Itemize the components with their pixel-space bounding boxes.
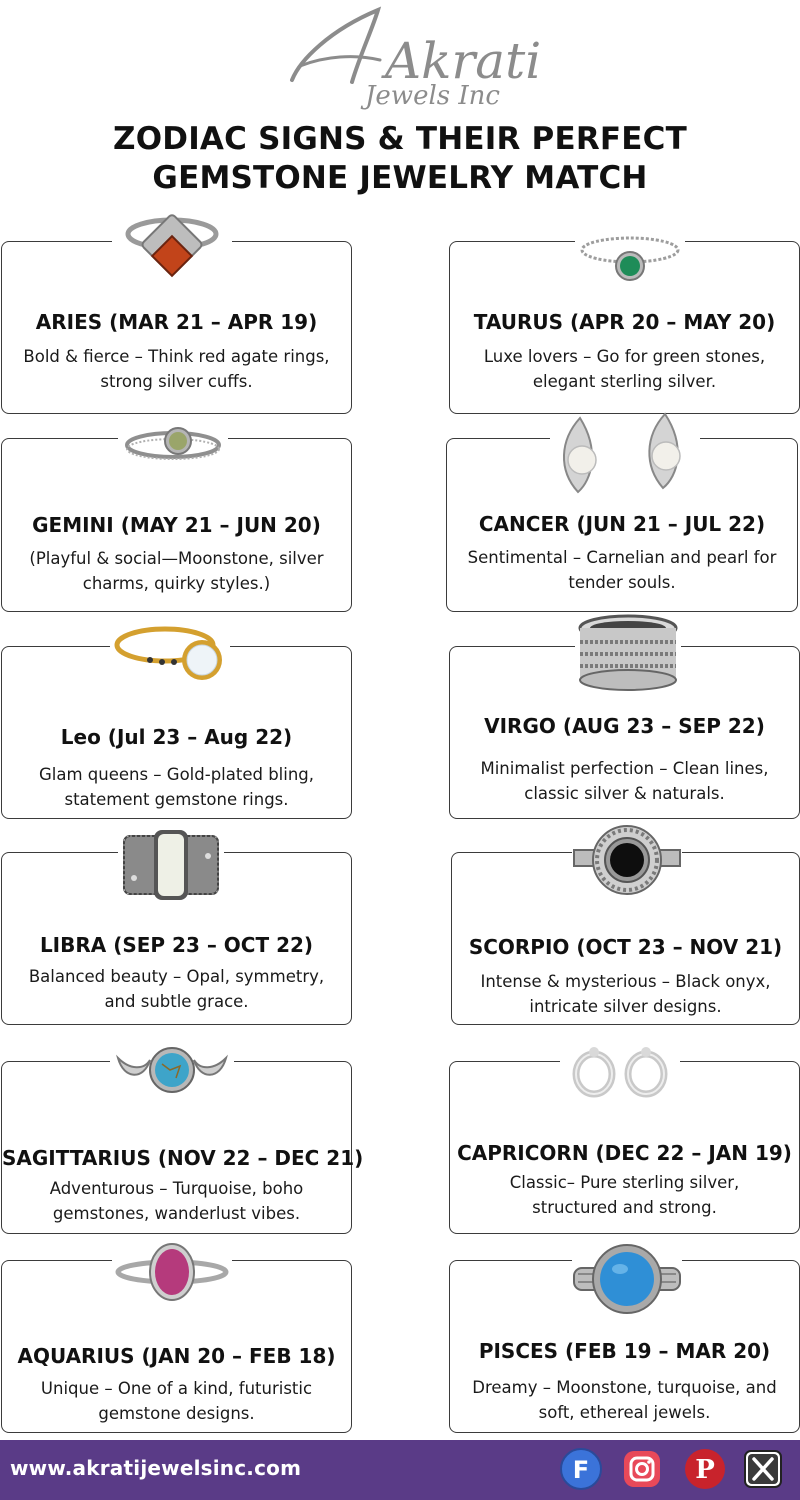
sign-description: Classic– Pure sterling silver, structured and strong. <box>509 1173 740 1217</box>
page-title-line-1: ZODIAC SIGNS & THEIR PERFECT <box>113 121 687 157</box>
sign-title: LIBRA (SEP 23 – OCT 22) <box>39 933 314 957</box>
turquoise-moon-ring-image <box>110 1040 234 1100</box>
sign-description: (Playful & social—Moonstone, silver charms, quirky styles.) <box>29 549 324 593</box>
brand-logo <box>0 0 800 115</box>
sign-description: Intense & mysterious – Black onyx, intricate silver designs. <box>480 972 771 1016</box>
pink-stone-ring-image <box>112 1240 232 1306</box>
sign-description: Unique – One of a kind, futuristic gemstone designs. <box>40 1379 313 1423</box>
sign-title: VIRGO (AUG 23 – SEP 22) <box>484 714 765 738</box>
logo-sub-text: Jewels Inc <box>365 81 500 111</box>
sign-description: Luxe lovers – Go for green stones, elegant sterling silver. <box>483 347 766 391</box>
sign-description: Bold & fierce – Think red agate rings, strong silver cuffs. <box>23 347 330 391</box>
website-link[interactable]: www.akratijewelsinc.com <box>10 1456 302 1480</box>
svg-text:P: P <box>695 1455 715 1485</box>
turquoise-dome-ring-image <box>572 1242 682 1320</box>
instagram-icon[interactable] <box>621 1448 663 1490</box>
silver-knot-earrings-image <box>560 1040 680 1102</box>
page-title <box>0 120 800 198</box>
sign-title: Leo (Jul 23 – Aug 22) <box>60 725 293 749</box>
gold-moonstone-ring-image <box>110 620 230 690</box>
logo-main-text: Akrati <box>385 32 542 90</box>
red-agate-ring-image <box>112 212 232 282</box>
sign-description: Balanced beauty – Opal, symmetry, and subtle grace. <box>28 967 325 1011</box>
sign-title: AQUARIUS (JAN 20 – FEB 18) <box>17 1344 336 1368</box>
sign-title: GEMINI (MAY 21 – JUN 20) <box>32 513 321 537</box>
sign-description: Dreamy – Moonstone, turquoise, and soft, ethereal jewels. <box>472 1378 777 1422</box>
moonstone-ring-image <box>118 415 228 470</box>
silver-band-ring-image <box>575 612 681 692</box>
sign-title: SAGITTARIUS (NOV 22 – DEC 21) <box>2 1146 364 1170</box>
black-onyx-ring-image <box>572 822 682 904</box>
facebook-icon[interactable] <box>560 1448 602 1490</box>
sign-title: ARIES (MAR 21 – APR 19) <box>35 310 318 334</box>
logo-mark <box>0 0 800 115</box>
green-stone-ring-image <box>575 228 685 288</box>
sign-title: PISCES (FEB 19 – MAR 20) <box>478 1339 771 1363</box>
opal-ring-image <box>118 826 224 906</box>
svg-text:F: F <box>572 1456 590 1484</box>
sign-description: Sentimental – Carnelian and pearl for tender souls. <box>467 548 777 592</box>
sign-title: CAPRICORN (DEC 22 – JAN 19) <box>457 1141 792 1165</box>
x-icon[interactable] <box>742 1448 784 1490</box>
sign-description: Adventurous – Turquoise, boho gemstones, wanderlust vibes. <box>49 1179 304 1223</box>
pearl-earrings-image <box>550 410 700 500</box>
footer-bar <box>0 1440 800 1500</box>
sign-title: SCORPIO (OCT 23 – NOV 21) <box>468 935 783 959</box>
sign-title: TAURUS (APR 20 – MAY 20) <box>473 310 776 334</box>
sign-description: Glam queens – Gold-plated bling, statement gemstone rings. <box>38 765 315 809</box>
sign-description: Minimalist perfection – Clean lines, classic silver & naturals. <box>480 759 769 803</box>
sign-title: CANCER (JUN 21 – JUL 22) <box>478 512 766 536</box>
page-title-line-2: GEMSTONE JEWELRY MATCH <box>152 160 648 196</box>
pinterest-icon[interactable] <box>684 1448 726 1490</box>
